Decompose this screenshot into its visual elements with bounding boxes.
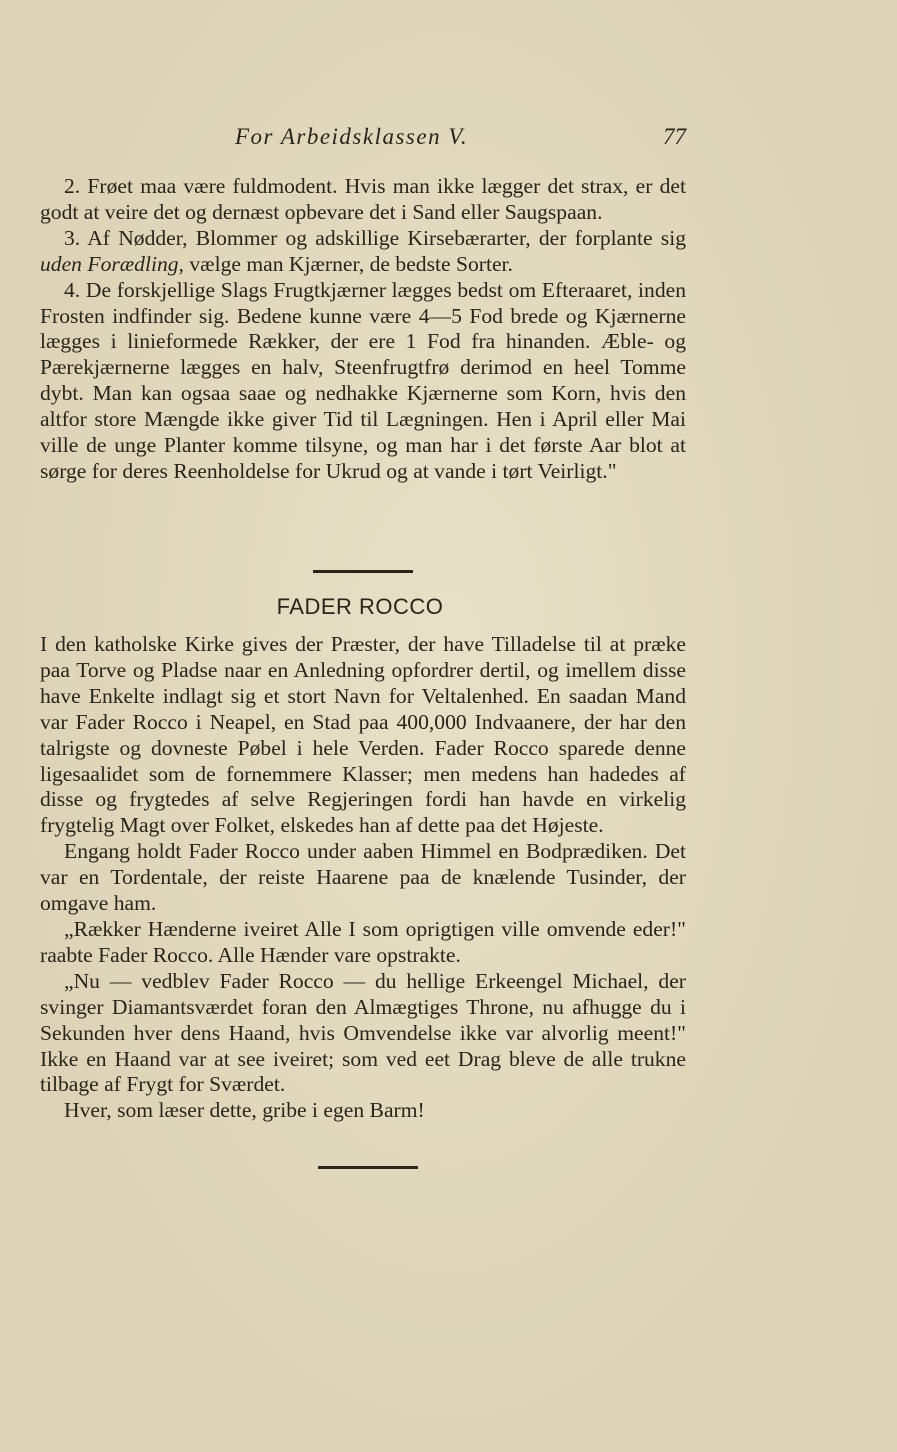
running-title: For Arbeidsklassen V. <box>235 124 469 149</box>
top-text-block <box>40 174 686 485</box>
end-divider <box>318 1166 418 1169</box>
paragraph-4: 4. De forskjellige Slags Frugtkjærner lægges bedst om Efteraaret, inden Frosten indfinder sig. Bedene kunne være 4—5 Fod brede og Kjærnerne lægges i linieformede Rækker, der ere 1 Fod fra hinanden. Æble- og Pærekjærnerne lægges en halv, Steenfrugtfrø derimod en heel Tomme dybt. Man kan ogsaa saae og nedhakke Kjærnerne som Korn, hvis den altfor store Mængde ikke giver Tid til Lægningen. Hen i April eller Mai ville de unge Planter komme tilsyne, og man har i det første Aar blot at sørge for deres Reenholdelse for Ukrud og at vande i tørt Veirligt." <box>40 277 686 483</box>
page-number: 77 <box>663 124 686 149</box>
paragraph-rocco-4: „Nu — vedblev Fader Rocco — du hellige Erkeengel Michael, der svinger Diamantsværdet foran den Almægtiges Throne, nu afhugge du i Sekunden hver dens Haand, hvis Omvendelse ikke var alvorlig meent!" Ikke en Haand var at see iveiret; som ved eet Drag bleve de alle trukne tilbage af Frygt for Sværdet. <box>40 968 686 1097</box>
bottom-text-block <box>40 632 686 1124</box>
paragraph-rocco-5: Hver, som læser dette, gribe i egen Barm! <box>64 1098 425 1123</box>
section-title: FADER ROCCO <box>276 594 444 619</box>
page-header <box>40 124 686 156</box>
paragraph-3 <box>40 226 686 278</box>
section-divider <box>313 570 413 573</box>
paragraph-3-end: vælge man Kjærner, de bedste Sorter. <box>183 251 513 276</box>
paragraph-rocco-1: I den katholske Kirke gives der Præster, der have Tilladelse til at præke paa Torve og Pladse naar en Anledning opfordrer dertil, og imellem disse have Enkelte indlagt sig et stort Navn for Veltalenhed. En saadan Mand var Fader Rocco i Neapel, en Stad paa 400,000 Indvaanere, der har den talrigste og dovneste Pøbel i hele Verden. Fader Rocco sparede denne ligesaalidet som de fornemmere Klasser; men medens han hadedes af disse og frygtedes af selve Regjeringen fordi han havde en virkelig frygtelig Magt over Folket, elskedes han af dette paa det Højeste. <box>40 632 686 838</box>
paragraph-rocco-2: Engang holdt Fader Rocco under aaben Himmel en Bodprædiken. Det var en Tordentale, der reiste Haarene paa de knælende Tusinder, der omgave ham. <box>40 839 686 916</box>
paragraph-2: 2. Frøet maa være fuldmodent. Hvis man ikke lægger det strax, er det godt at veire det og dernæst opbevare det i Sand eller Saugspaan. <box>40 174 686 224</box>
paragraph-rocco-3: „Rækker Hænderne iveiret Alle I som oprigtigen ville omvende eder!" raabte Fader Rocco. Alle Hænder vare opstrakte. <box>40 916 686 967</box>
paragraph-3-start: 3. Af Nødder, Blommer og adskillige Kirsebærarter, der forplante sig <box>64 225 686 250</box>
paragraph-3-italic: uden Forædling, <box>40 251 184 276</box>
